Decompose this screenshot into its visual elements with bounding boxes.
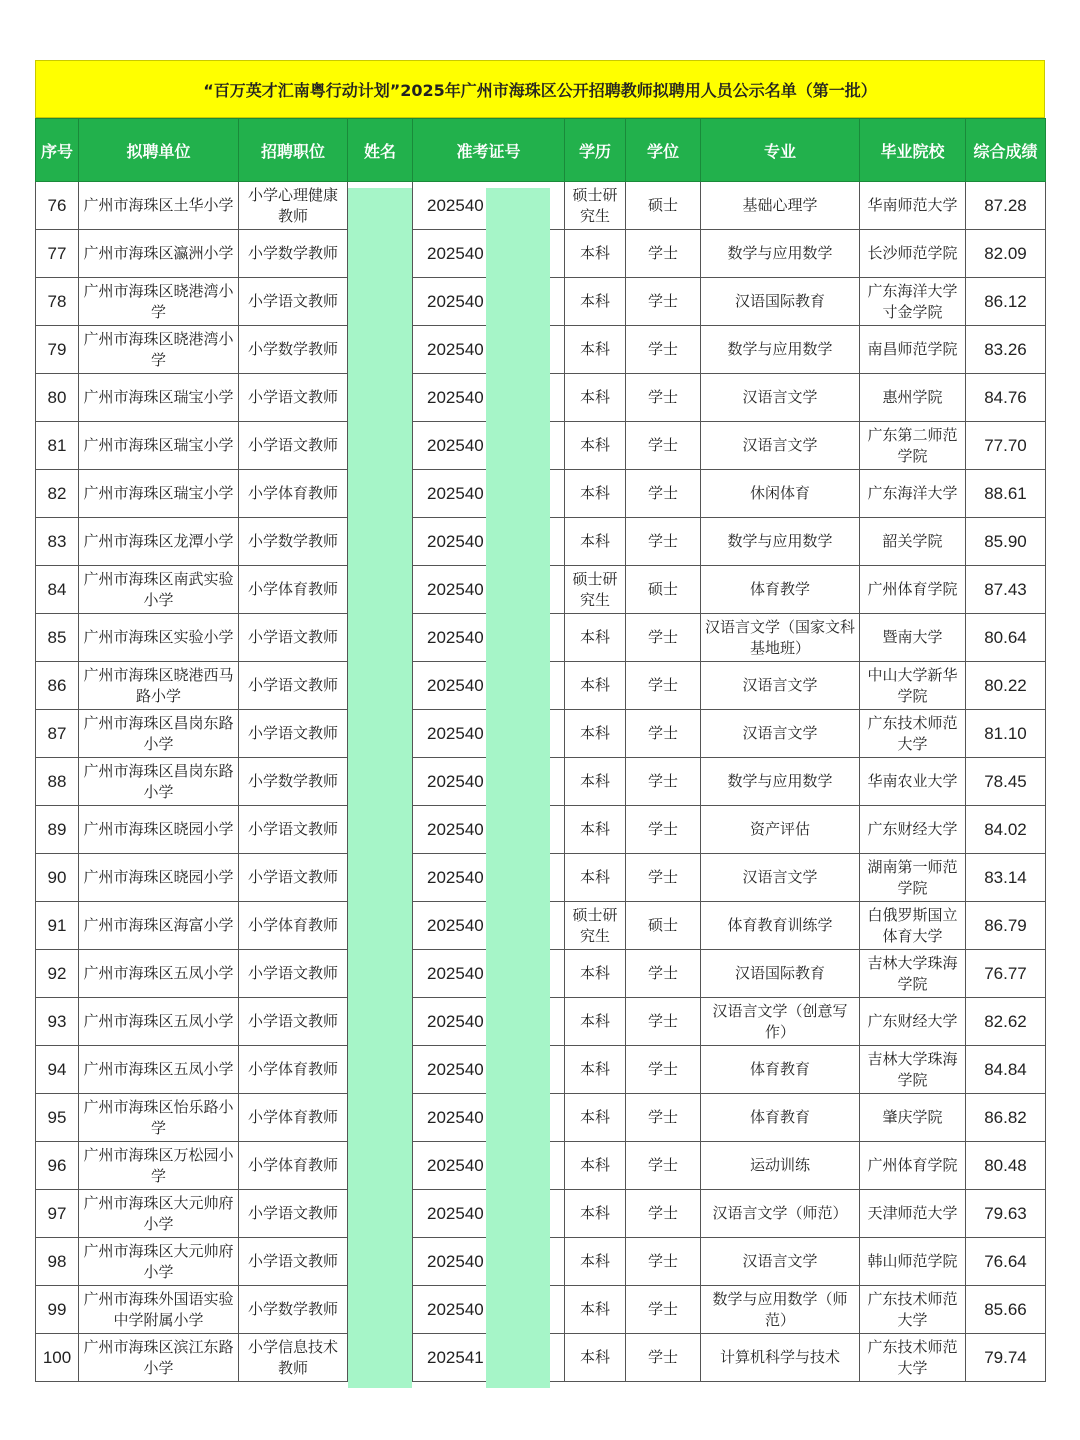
cell-degree[interactable]: 学士 <box>626 710 701 758</box>
cell-major[interactable]: 数学与应用数学 <box>701 518 860 566</box>
cell-degree[interactable]: 学士 <box>626 518 701 566</box>
cell-score[interactable]: 82.62 <box>966 998 1046 1046</box>
cell-major[interactable]: 汉语国际教育 <box>701 278 860 326</box>
cell-position[interactable]: 小学语文教师 <box>239 1190 348 1238</box>
cell-major[interactable]: 体育教育 <box>701 1094 860 1142</box>
cell-score[interactable]: 78.45 <box>966 758 1046 806</box>
cell-education[interactable]: 本科 <box>565 1142 626 1190</box>
header-score[interactable]: 综合成绩 <box>966 119 1046 182</box>
cell-unit[interactable]: 广州市海珠区五凤小学 <box>79 998 239 1046</box>
cell-school[interactable]: 韩山师范学院 <box>860 1238 966 1286</box>
cell-degree[interactable]: 学士 <box>626 758 701 806</box>
cell-unit[interactable]: 广州市海珠区昌岗东路小学 <box>79 758 239 806</box>
cell-education[interactable]: 本科 <box>565 1094 626 1142</box>
cell-unit[interactable]: 广州市海珠外国语实验中学附属小学 <box>79 1286 239 1334</box>
cell-score[interactable]: 84.84 <box>966 1046 1046 1094</box>
cell-score[interactable]: 80.22 <box>966 662 1046 710</box>
cell-no[interactable]: 99 <box>36 1286 79 1334</box>
cell-position[interactable]: 小学数学教师 <box>239 326 348 374</box>
cell-education[interactable]: 本科 <box>565 374 626 422</box>
cell-education[interactable]: 本科 <box>565 806 626 854</box>
cell-exam-id[interactable]: 202540 <box>413 998 565 1046</box>
cell-exam-id[interactable]: 202541 <box>413 1334 565 1382</box>
cell-education[interactable]: 本科 <box>565 518 626 566</box>
cell-school[interactable]: 广东海洋大学寸金学院 <box>860 278 966 326</box>
header-major[interactable]: 专业 <box>701 119 860 182</box>
cell-unit[interactable]: 广州市海珠区晓园小学 <box>79 806 239 854</box>
cell-no[interactable]: 77 <box>36 230 79 278</box>
cell-score[interactable]: 88.61 <box>966 470 1046 518</box>
cell-score[interactable]: 77.70 <box>966 422 1046 470</box>
cell-exam-id[interactable]: 202540 <box>413 230 565 278</box>
cell-education[interactable]: 硕士研究生 <box>565 182 626 230</box>
cell-no[interactable]: 88 <box>36 758 79 806</box>
cell-unit[interactable]: 广州市海珠区晓港湾小学 <box>79 326 239 374</box>
cell-exam-id[interactable]: 202540 <box>413 950 565 998</box>
cell-score[interactable]: 87.43 <box>966 566 1046 614</box>
cell-school[interactable]: 长沙师范学院 <box>860 230 966 278</box>
cell-degree[interactable]: 学士 <box>626 1238 701 1286</box>
cell-no[interactable]: 80 <box>36 374 79 422</box>
cell-major[interactable]: 汉语国际教育 <box>701 950 860 998</box>
cell-unit[interactable]: 广州市海珠区五凤小学 <box>79 950 239 998</box>
header-degree[interactable]: 学位 <box>626 119 701 182</box>
cell-school[interactable]: 肇庆学院 <box>860 1094 966 1142</box>
cell-no[interactable]: 84 <box>36 566 79 614</box>
cell-no[interactable]: 91 <box>36 902 79 950</box>
cell-education[interactable]: 本科 <box>565 614 626 662</box>
cell-score[interactable]: 82.09 <box>966 230 1046 278</box>
cell-exam-id[interactable]: 202540 <box>413 806 565 854</box>
cell-unit[interactable]: 广州市海珠区怡乐路小学 <box>79 1094 239 1142</box>
cell-unit[interactable]: 广州市海珠区瑞宝小学 <box>79 374 239 422</box>
cell-score[interactable]: 84.02 <box>966 806 1046 854</box>
cell-no[interactable]: 79 <box>36 326 79 374</box>
cell-score[interactable]: 83.14 <box>966 854 1046 902</box>
cell-education[interactable]: 本科 <box>565 1190 626 1238</box>
cell-degree[interactable]: 硕士 <box>626 902 701 950</box>
cell-school[interactable]: 广东财经大学 <box>860 806 966 854</box>
cell-degree[interactable]: 学士 <box>626 326 701 374</box>
cell-exam-id[interactable]: 202540 <box>413 1142 565 1190</box>
cell-major[interactable]: 数学与应用数学 <box>701 326 860 374</box>
cell-degree[interactable]: 学士 <box>626 278 701 326</box>
cell-no[interactable]: 97 <box>36 1190 79 1238</box>
cell-exam-id[interactable]: 202540 <box>413 566 565 614</box>
cell-unit[interactable]: 广州市海珠区海富小学 <box>79 902 239 950</box>
cell-position[interactable]: 小学语文教师 <box>239 374 348 422</box>
cell-degree[interactable]: 学士 <box>626 1094 701 1142</box>
cell-degree[interactable]: 学士 <box>626 998 701 1046</box>
cell-school[interactable]: 广东财经大学 <box>860 998 966 1046</box>
header-exam-id[interactable]: 准考证号 <box>413 119 565 182</box>
cell-position[interactable]: 小学体育教师 <box>239 566 348 614</box>
cell-position[interactable]: 小学数学教师 <box>239 518 348 566</box>
cell-exam-id[interactable]: 202540 <box>413 326 565 374</box>
cell-education[interactable]: 硕士研究生 <box>565 902 626 950</box>
cell-education[interactable]: 硕士研究生 <box>565 566 626 614</box>
cell-no[interactable]: 90 <box>36 854 79 902</box>
cell-major[interactable]: 汉语言文学（创意写作） <box>701 998 860 1046</box>
cell-school[interactable]: 广东海洋大学 <box>860 470 966 518</box>
cell-school[interactable]: 吉林大学珠海学院 <box>860 1046 966 1094</box>
cell-position[interactable]: 小学语文教师 <box>239 662 348 710</box>
cell-exam-id[interactable]: 202540 <box>413 854 565 902</box>
cell-unit[interactable]: 广州市海珠区五凤小学 <box>79 1046 239 1094</box>
cell-major[interactable]: 汉语言文学 <box>701 1238 860 1286</box>
cell-exam-id[interactable]: 202540 <box>413 182 565 230</box>
cell-position[interactable]: 小学语文教师 <box>239 422 348 470</box>
cell-position[interactable]: 小学数学教师 <box>239 1286 348 1334</box>
cell-education[interactable]: 本科 <box>565 422 626 470</box>
cell-major[interactable]: 体育教学 <box>701 566 860 614</box>
cell-degree[interactable]: 学士 <box>626 806 701 854</box>
cell-position[interactable]: 小学语文教师 <box>239 998 348 1046</box>
cell-degree[interactable]: 学士 <box>626 1046 701 1094</box>
cell-no[interactable]: 98 <box>36 1238 79 1286</box>
cell-school[interactable]: 华南农业大学 <box>860 758 966 806</box>
cell-school[interactable]: 广东技术师范大学 <box>860 710 966 758</box>
cell-major[interactable]: 汉语言文学 <box>701 662 860 710</box>
cell-unit[interactable]: 广州市海珠区晓港湾小学 <box>79 278 239 326</box>
cell-no[interactable]: 96 <box>36 1142 79 1190</box>
cell-position[interactable]: 小学信息技术教师 <box>239 1334 348 1382</box>
cell-score[interactable]: 86.79 <box>966 902 1046 950</box>
cell-education[interactable]: 本科 <box>565 950 626 998</box>
cell-exam-id[interactable]: 202540 <box>413 614 565 662</box>
header-name[interactable]: 姓名 <box>348 119 413 182</box>
cell-position[interactable]: 小学语文教师 <box>239 806 348 854</box>
cell-unit[interactable]: 广州市海珠区大元帅府小学 <box>79 1238 239 1286</box>
cell-major[interactable]: 汉语言文学 <box>701 854 860 902</box>
cell-position[interactable]: 小学体育教师 <box>239 1142 348 1190</box>
cell-unit[interactable]: 广州市海珠区实验小学 <box>79 614 239 662</box>
cell-unit[interactable]: 广州市海珠区瑞宝小学 <box>79 422 239 470</box>
cell-education[interactable]: 本科 <box>565 278 626 326</box>
cell-school[interactable]: 广东技术师范大学 <box>860 1334 966 1382</box>
sheet-title: “百万英才汇南粤行动计划”2025年广州市海珠区公开招聘教师拟聘用人员公示名单（第一批） <box>35 60 1045 118</box>
header-no[interactable]: 序号 <box>36 119 79 182</box>
cell-no[interactable]: 86 <box>36 662 79 710</box>
cell-education[interactable]: 本科 <box>565 710 626 758</box>
cell-score[interactable]: 76.77 <box>966 950 1046 998</box>
cell-no[interactable]: 78 <box>36 278 79 326</box>
cell-education[interactable]: 本科 <box>565 1046 626 1094</box>
cell-exam-id[interactable]: 202540 <box>413 470 565 518</box>
cell-major[interactable]: 数学与应用数学 <box>701 230 860 278</box>
cell-exam-id[interactable]: 202540 <box>413 374 565 422</box>
cell-score[interactable]: 86.12 <box>966 278 1046 326</box>
cell-no[interactable]: 92 <box>36 950 79 998</box>
cell-unit[interactable]: 广州市海珠区大元帅府小学 <box>79 1190 239 1238</box>
cell-position[interactable]: 小学语文教师 <box>239 278 348 326</box>
cell-score[interactable]: 83.26 <box>966 326 1046 374</box>
cell-degree[interactable]: 硕士 <box>626 182 701 230</box>
cell-no[interactable]: 83 <box>36 518 79 566</box>
header-education[interactable]: 学历 <box>565 119 626 182</box>
cell-exam-id[interactable]: 202540 <box>413 1046 565 1094</box>
cell-score[interactable]: 81.10 <box>966 710 1046 758</box>
cell-position[interactable]: 小学语文教师 <box>239 1238 348 1286</box>
cell-major[interactable]: 资产评估 <box>701 806 860 854</box>
cell-exam-id[interactable]: 202540 <box>413 1286 565 1334</box>
cell-education[interactable]: 本科 <box>565 1238 626 1286</box>
cell-degree[interactable]: 学士 <box>626 1334 701 1382</box>
cell-unit[interactable]: 广州市海珠区昌岗东路小学 <box>79 710 239 758</box>
cell-exam-id[interactable]: 202540 <box>413 758 565 806</box>
cell-education[interactable]: 本科 <box>565 854 626 902</box>
cell-unit[interactable]: 广州市海珠区晓园小学 <box>79 854 239 902</box>
cell-score[interactable]: 85.90 <box>966 518 1046 566</box>
cell-degree[interactable]: 学士 <box>626 1190 701 1238</box>
cell-unit[interactable]: 广州市海珠区瑞宝小学 <box>79 470 239 518</box>
cell-exam-id[interactable]: 202540 <box>413 902 565 950</box>
cell-score[interactable]: 80.48 <box>966 1142 1046 1190</box>
cell-unit[interactable]: 广州市海珠区龙潭小学 <box>79 518 239 566</box>
cell-position[interactable]: 小学语文教师 <box>239 710 348 758</box>
cell-major[interactable]: 体育教育训练学 <box>701 902 860 950</box>
cell-position[interactable]: 小学数学教师 <box>239 230 348 278</box>
cell-school[interactable]: 华南师范大学 <box>860 182 966 230</box>
cell-major[interactable]: 数学与应用数学（师范） <box>701 1286 860 1334</box>
cell-unit[interactable]: 广州市海珠区滨江东路小学 <box>79 1334 239 1382</box>
cell-score[interactable]: 80.64 <box>966 614 1046 662</box>
header-position[interactable]: 招聘职位 <box>239 119 348 182</box>
cell-degree[interactable]: 学士 <box>626 950 701 998</box>
cell-position[interactable]: 小学心理健康教师 <box>239 182 348 230</box>
cell-major[interactable]: 汉语言文学（师范） <box>701 1190 860 1238</box>
exam-id-redaction-mask <box>486 188 550 1388</box>
cell-score[interactable]: 79.74 <box>966 1334 1046 1382</box>
cell-exam-id[interactable]: 202540 <box>413 710 565 758</box>
cell-exam-id[interactable]: 202540 <box>413 662 565 710</box>
cell-score[interactable]: 84.76 <box>966 374 1046 422</box>
cell-exam-id[interactable]: 202540 <box>413 1190 565 1238</box>
cell-education[interactable]: 本科 <box>565 998 626 1046</box>
cell-major[interactable]: 基础心理学 <box>701 182 860 230</box>
header-unit[interactable]: 拟聘单位 <box>79 119 239 182</box>
cell-unit[interactable]: 广州市海珠区土华小学 <box>79 182 239 230</box>
cell-major[interactable]: 汉语言文学（国家文科基地班） <box>701 614 860 662</box>
cell-no[interactable]: 76 <box>36 182 79 230</box>
cell-position[interactable]: 小学体育教师 <box>239 902 348 950</box>
cell-school[interactable]: 中山大学新华学院 <box>860 662 966 710</box>
cell-exam-id[interactable]: 202540 <box>413 278 565 326</box>
cell-no[interactable]: 82 <box>36 470 79 518</box>
cell-degree[interactable]: 学士 <box>626 230 701 278</box>
cell-position[interactable]: 小学体育教师 <box>239 1046 348 1094</box>
cell-school[interactable]: 湖南第一师范学院 <box>860 854 966 902</box>
header-row <box>36 119 1046 182</box>
cell-major[interactable]: 汉语言文学 <box>701 710 860 758</box>
cell-major[interactable]: 休闲体育 <box>701 470 860 518</box>
cell-school[interactable]: 吉林大学珠海学院 <box>860 950 966 998</box>
cell-school[interactable]: 广东第二师范学院 <box>860 422 966 470</box>
cell-major[interactable]: 汉语言文学 <box>701 422 860 470</box>
cell-education[interactable]: 本科 <box>565 470 626 518</box>
cell-degree[interactable]: 学士 <box>626 614 701 662</box>
cell-school[interactable]: 广东技术师范大学 <box>860 1286 966 1334</box>
cell-degree[interactable]: 学士 <box>626 662 701 710</box>
cell-no[interactable]: 93 <box>36 998 79 1046</box>
cell-no[interactable]: 89 <box>36 806 79 854</box>
cell-education[interactable]: 本科 <box>565 662 626 710</box>
cell-school[interactable]: 白俄罗斯国立体育大学 <box>860 902 966 950</box>
cell-no[interactable]: 100 <box>36 1334 79 1382</box>
cell-major[interactable]: 数学与应用数学 <box>701 758 860 806</box>
name-redaction-mask <box>348 188 412 1388</box>
cell-no[interactable]: 95 <box>36 1094 79 1142</box>
cell-position[interactable]: 小学语文教师 <box>239 854 348 902</box>
cell-major[interactable]: 体育教育 <box>701 1046 860 1094</box>
cell-score[interactable]: 79.63 <box>966 1190 1046 1238</box>
cell-position[interactable]: 小学语文教师 <box>239 950 348 998</box>
cell-exam-id[interactable]: 202540 <box>413 518 565 566</box>
cell-unit[interactable]: 广州市海珠区南武实验小学 <box>79 566 239 614</box>
cell-exam-id[interactable]: 202540 <box>413 422 565 470</box>
cell-degree[interactable]: 学士 <box>626 422 701 470</box>
cell-school[interactable]: 天津师范大学 <box>860 1190 966 1238</box>
cell-degree[interactable]: 学士 <box>626 854 701 902</box>
cell-education[interactable]: 本科 <box>565 1286 626 1334</box>
cell-no[interactable]: 87 <box>36 710 79 758</box>
cell-school[interactable]: 广州体育学院 <box>860 566 966 614</box>
cell-score[interactable]: 86.82 <box>966 1094 1046 1142</box>
cell-position[interactable]: 小学语文教师 <box>239 614 348 662</box>
cell-school[interactable]: 广州体育学院 <box>860 1142 966 1190</box>
cell-no[interactable]: 85 <box>36 614 79 662</box>
header-school[interactable]: 毕业院校 <box>860 119 966 182</box>
cell-education[interactable]: 本科 <box>565 1334 626 1382</box>
cell-no[interactable]: 81 <box>36 422 79 470</box>
cell-major[interactable]: 汉语言文学 <box>701 374 860 422</box>
cell-major[interactable]: 计算机科学与技术 <box>701 1334 860 1382</box>
cell-position[interactable]: 小学体育教师 <box>239 1094 348 1142</box>
cell-school[interactable]: 韶关学院 <box>860 518 966 566</box>
cell-exam-id[interactable]: 202540 <box>413 1238 565 1286</box>
cell-score[interactable]: 85.66 <box>966 1286 1046 1334</box>
cell-unit[interactable]: 广州市海珠区晓港西马路小学 <box>79 662 239 710</box>
cell-degree[interactable]: 学士 <box>626 1142 701 1190</box>
cell-score[interactable]: 87.28 <box>966 182 1046 230</box>
cell-exam-id[interactable]: 202540 <box>413 1094 565 1142</box>
cell-school[interactable]: 暨南大学 <box>860 614 966 662</box>
cell-degree[interactable]: 学士 <box>626 1286 701 1334</box>
cell-position[interactable]: 小学数学教师 <box>239 758 348 806</box>
cell-degree[interactable]: 学士 <box>626 374 701 422</box>
cell-school[interactable]: 惠州学院 <box>860 374 966 422</box>
cell-major[interactable]: 运动训练 <box>701 1142 860 1190</box>
cell-education[interactable]: 本科 <box>565 230 626 278</box>
cell-education[interactable]: 本科 <box>565 758 626 806</box>
cell-position[interactable]: 小学体育教师 <box>239 470 348 518</box>
cell-score[interactable]: 76.64 <box>966 1238 1046 1286</box>
cell-unit[interactable]: 广州市海珠区瀛洲小学 <box>79 230 239 278</box>
cell-degree[interactable]: 学士 <box>626 470 701 518</box>
cell-education[interactable]: 本科 <box>565 326 626 374</box>
cell-unit[interactable]: 广州市海珠区万松园小学 <box>79 1142 239 1190</box>
cell-school[interactable]: 南昌师范学院 <box>860 326 966 374</box>
cell-no[interactable]: 94 <box>36 1046 79 1094</box>
cell-degree[interactable]: 硕士 <box>626 566 701 614</box>
